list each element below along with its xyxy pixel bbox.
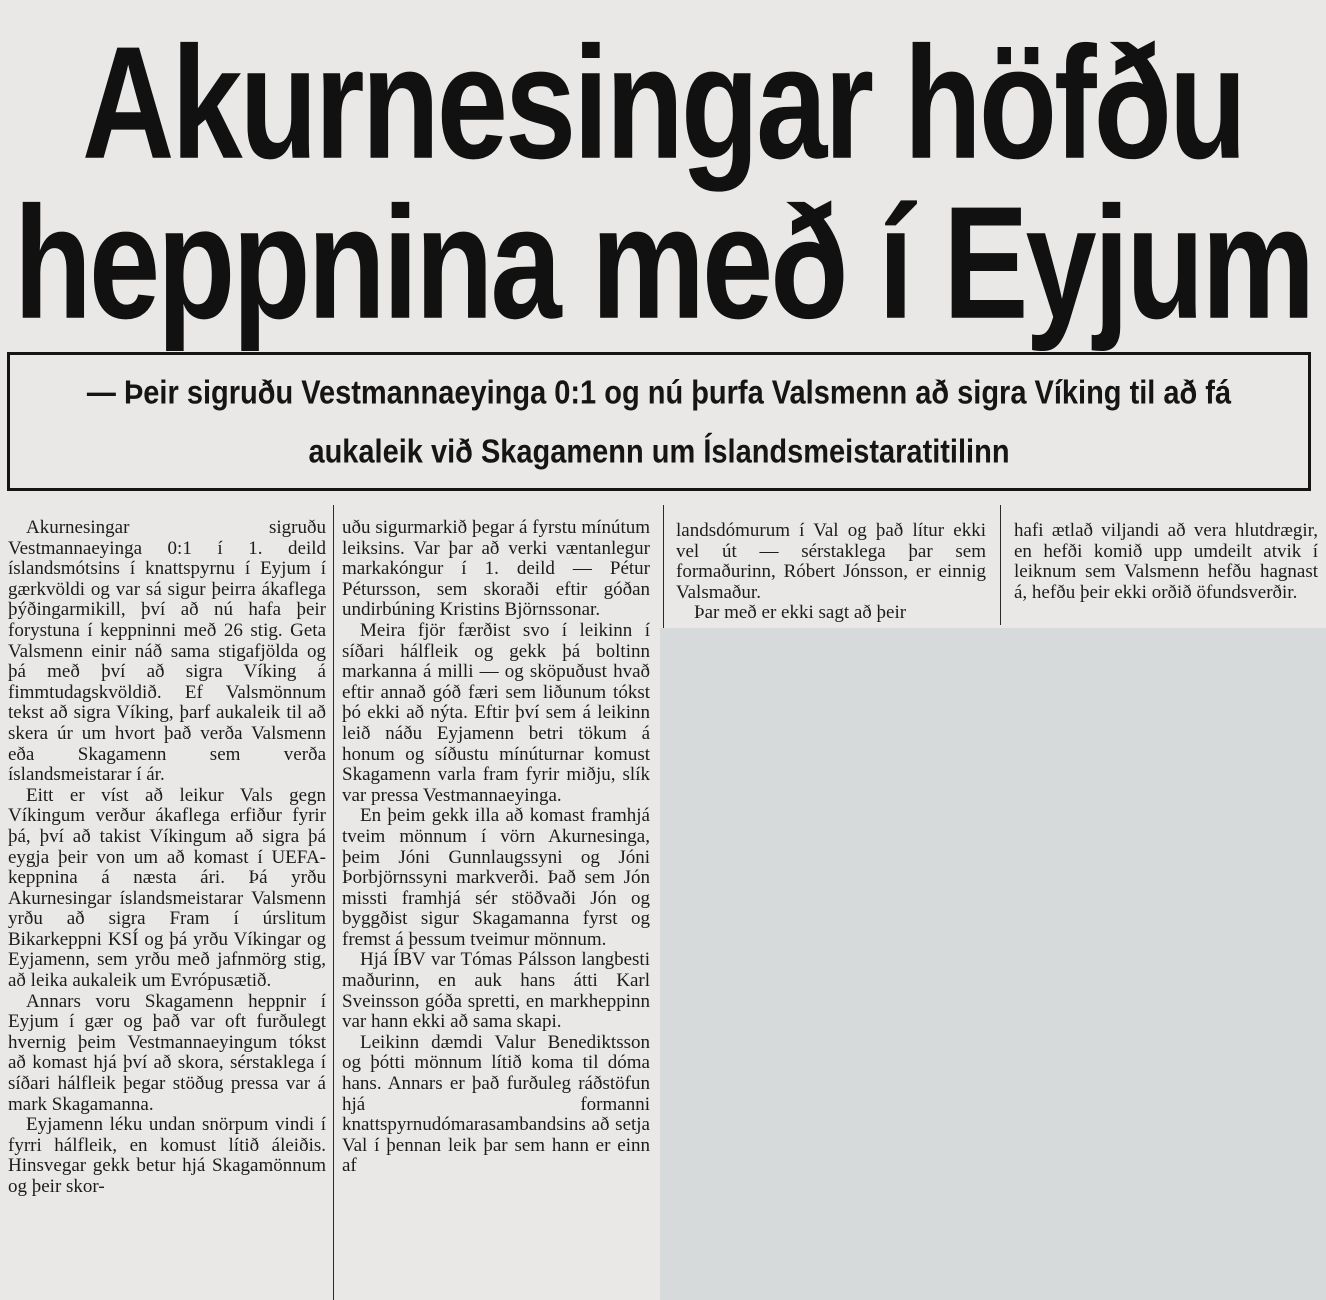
article-column-1 (8, 518, 326, 1198)
headline-line-2: heppnina með í Eyjum (13, 174, 1313, 353)
article-paragraph: Annars voru Skagamenn heppnir í Eyjum í gær og það var oft furðulegt hvernig þeim Vestmannaeyingum tókst að komast hjá því að skora, sérstaklega í síðari hálfleik þegar stöðug pressa var á mark Skagamanna. (8, 990, 326, 1115)
subheadline-box (7, 352, 1311, 491)
article-paragraph-continued: landsdómurum í Val og það lítur ekki vel út — sérstaklega þar sem formaðurinn, Róbert Jónsson, er einnig Valsmaður. (676, 520, 986, 603)
article-paragraph: Eyjamenn léku undan snörpum vindi í fyrri hálfleik, en komust lítið áleiðis. Hinsvegar gekk betur hjá Skagamönnum og þeir skor- (8, 1114, 326, 1197)
article-paragraph: En þeim gekk illa að komast framhjá tveim mönnum í vörn Akurnesinga, þeim Jóni Gunnlaugssyni og Jóni Þorbjörnssyni markverði. Það sem Jón missti framhjá sér stöðvaði Jón og byggðist sigur Skagamanna fyrst og fremst á þessum tveimur mönnum. (342, 805, 650, 950)
article-column-4 (1014, 521, 1318, 603)
article-paragraph: Meira fjör færðist svo í leikinn í síðari hálfleik og gekk þá boltinn markanna á milli — og sköpuðust hvað eftir annað góð færi sem liðunum tókst þó ekki að nýta. Eftir því sem á leikinn leið náðu Eyjamenn betri tökum á honum og síðustu mínúturnar komust Skagamenn varla fram fyrir miðju, slík var pressa Vestmannaeyinga. (342, 619, 650, 806)
subheadline-line-1: — Þeir sigruðu Vestmannaeyinga 0:1 og nú þurfa Valsmenn að sigra Víking til að fá (86, 374, 1232, 412)
headline (0, 0, 1326, 353)
article-paragraph-continued: uðu sigurmarkið þegar á fyrstu mínútum leiksins. Var þar að verki væntanlegur markakóngur í 1. deild — Pétur Pétursson, sem skoraði eftir góðan undirbúning Kristins Björnssonar. (342, 517, 650, 621)
column-divider-3 (1000, 505, 1001, 625)
article-paragraph: Akurnesingar sigruðu Vestmannaeyinga 0:1 í 1. deild íslandsmótsins í knattspyrnu í Eyjum í gærkvöldi og var sá sigur þeirra ákaflega þýðingarmikill, því að nú hafa þeir forystuna í keppninni með 26 stig. Geta Valsmenn einir náð sama stigafjölda og þá með því að sigra Víking á fimmtudagskvöldið. Ef Valsmönnum tekst að sigra Víking, þarf aukaleik til að skera úr um hvort það verða Valsmenn eða Skagamenn sem verða íslandsmeistarar í ár. (8, 517, 326, 786)
column-divider-1 (333, 505, 334, 1300)
article-paragraph: Leikinn dæmdi Valur Benediktsson og þótti mönnum lítið koma til dóma hans. Annars er það furðuleg ráðstöfun hjá formanni knattspyrnudómarasambandsins að setja Val í þennan leik þar sem hann er einn af (342, 1031, 650, 1177)
headline-line-1: Akurnesingar höfðu (81, 14, 1245, 193)
blank-background-area (660, 628, 1326, 1300)
article-column-3 (676, 521, 986, 624)
article-paragraph: Þar með er ekki sagt að þeir (694, 602, 907, 624)
subheadline-line-2: aukaleik við Skagamenn um Íslandsmeistaratitilinn (308, 433, 1010, 471)
article-paragraph: Eitt er víst að leikur Vals gegn Víkingum verður ákaflega erfiður fyrir þá, því að takist Víkingum að sigra þá eygja þeir von um að komast í UEFA-keppnina á næsta ári. Þá yrðu Akurnesingar íslandsmeistarar Valsmenn yrðu að sigra Fram í úrslitum Bikarkeppni KSÍ og þá yrðu Víkingar og Eyjamenn, sem yrðu með jafnmörg stig, að leika aukaleik um Evrópusætið. (8, 784, 326, 992)
article-paragraph: Hjá ÍBV var Tómas Pálsson langbesti maðurinn, en auk hans átti Karl Sveinsson góða spretti, en markheppinn var hann ekki að sama skapi. (342, 949, 650, 1033)
article-paragraph-continued: hafi ætlað viljandi að vera hlutdrægir, en hefði komið upp umdeilt atvik í leiknum sem Valsmenn hefðu hagnast á, hefðu þeir ekki orðið öfundsverðir. (1014, 520, 1318, 603)
article-column-2 (342, 518, 650, 1177)
